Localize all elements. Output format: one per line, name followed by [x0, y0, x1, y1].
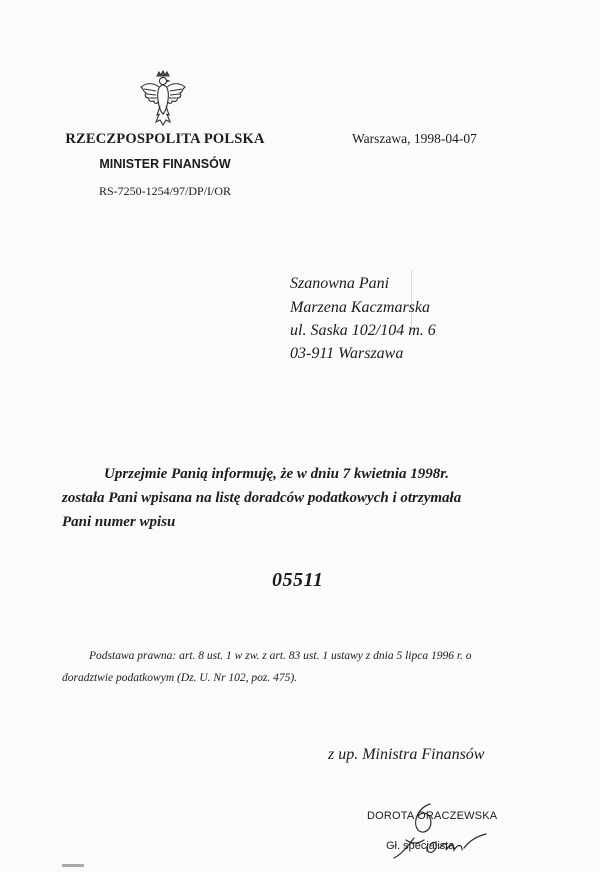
reference-number: RS-7250-1254/97/DP/I/OR	[98, 184, 231, 198]
body-line-3: Pani numer wpisu	[62, 514, 176, 530]
signer-title: Gł. specjalista	[386, 840, 455, 852]
registration-number: 05511	[272, 569, 324, 591]
recipient-city: 03-911 Warszawa	[290, 345, 404, 362]
on-behalf-line: z up. Ministra Finansów	[328, 746, 485, 763]
handwritten-signature	[378, 800, 498, 864]
body-line-2: została Pani wpisana na listę doradców podatkowych i otrzymała	[62, 490, 462, 506]
legal-basis-line-1: Podstawa prawna: art. 8 ust. 1 w zw. z art. 83 ust. 1 ustawy z dnia 5 lipca 1996 r. o	[89, 650, 472, 662]
place-and-date: Warszawa, 1998-04-07	[352, 131, 477, 146]
recipient-street: ul. Saska 102/104 m. 6	[290, 322, 436, 339]
polish-eagle-icon	[138, 70, 188, 126]
issuer-authority: MINISTER FINANSÓW	[99, 157, 231, 171]
issuer-country: RZECZPOSPOLITA POLSKA	[65, 131, 265, 147]
footer-mark	[62, 864, 84, 867]
recipient-salutation: Szanowna Pani	[290, 275, 390, 292]
signer-name: DOROTA ORACZEWSKA	[367, 810, 498, 822]
legal-basis-line-2: doradztwie podatkowym (Dz. U. Nr 102, poz. 475).	[62, 672, 298, 684]
recipient-name: Marzena Kaczmarska	[290, 299, 430, 316]
body-line-1: Uprzejmie Panią informuję, że w dniu 7 kwietnia 1998r.	[104, 466, 450, 482]
